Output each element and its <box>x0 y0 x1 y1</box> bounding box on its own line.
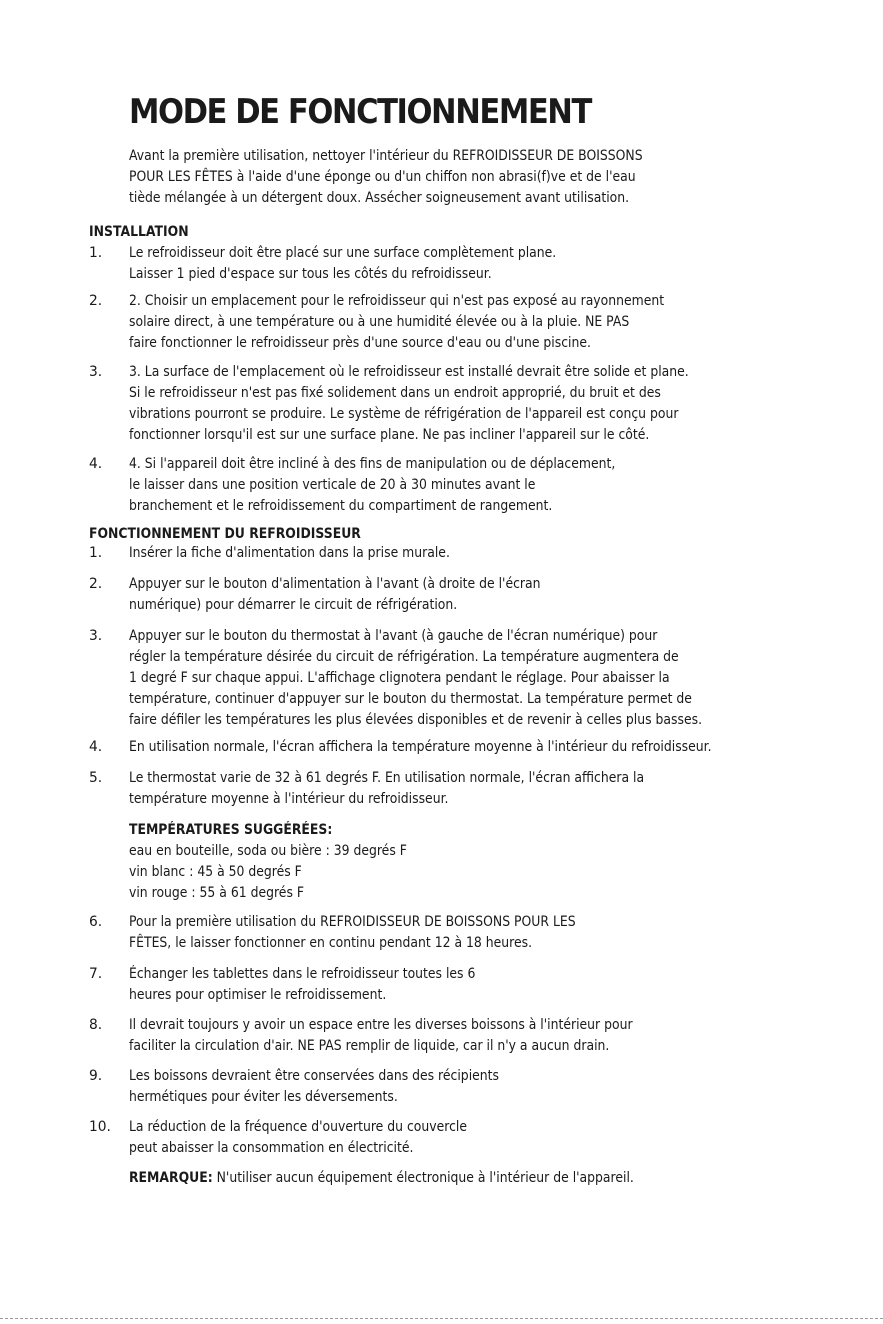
list-item <box>129 626 883 731</box>
item-number: 6. <box>89 914 103 930</box>
text-line: température moyenne à l'intérieur du refroidisseur. <box>129 791 449 807</box>
text-line: vibrations pourront se produire. Le système de réfrigération de l'appareil est conçu pour <box>129 406 679 422</box>
text-line: température, continuer d'appuyer sur le bouton du thermostat. La température permet de <box>129 691 692 707</box>
text-line: faire fonctionner le refroidisseur près d'une source d'eau ou d'une piscine. <box>129 335 591 351</box>
item-number: 4. <box>89 739 103 755</box>
text-line: FÊTES, le laisser fonctionner en continu pendant 12 à 18 heures. <box>129 935 533 951</box>
text-line: Si le refroidisseur n'est pas fixé solidement dans un endroit approprié, du bruit et des <box>129 385 661 401</box>
text-line: peut abaisser la consommation en électricité. <box>129 1140 414 1156</box>
text-line: régler la température désirée du circuit de réfrigération. La température augmentera de <box>129 649 679 665</box>
text-line: Il devrait toujours y avoir un espace entre les diverses boissons à l'intérieur pour <box>129 1017 633 1033</box>
list-item <box>129 574 883 616</box>
text-line: hermétiques pour éviter les déversements. <box>129 1089 398 1105</box>
text-line: branchement et le refroidissement du compartiment de rangement. <box>129 498 553 514</box>
text-line: faire défiler les températures les plus élevées disponibles et de revenir à celles plus basses. <box>129 712 703 728</box>
remark <box>129 1168 883 1189</box>
section-heading-installation: INSTALLATION <box>89 224 189 240</box>
item-number: 2. <box>89 576 103 592</box>
item-number: 5. <box>89 770 103 786</box>
text-line: numérique) pour démarrer le circuit de réfrigération. <box>129 597 458 613</box>
list-item <box>129 454 883 517</box>
text-line: Avant la première utilisation, nettoyer l'intérieur du REFROIDISSEUR DE BOISSONS <box>129 148 643 164</box>
remark-label: REMARQUE: <box>129 1170 213 1186</box>
text-line: Appuyer sur le bouton du thermostat à l'avant (à gauche de l'écran numérique) pour <box>129 628 658 644</box>
text-line: fonctionner lorsqu'il est sur une surface plane. Ne pas incliner l'appareil sur le côté. <box>129 427 650 443</box>
page-title: MODE DE FONCTIONNEMENT <box>129 92 591 132</box>
text-line: Le refroidisseur doit être placé sur une surface complètement plane. <box>129 245 557 261</box>
list-item <box>129 543 883 564</box>
item-number: 1. <box>89 245 103 261</box>
text-line: Appuyer sur le bouton d'alimentation à l'avant (à droite de l'écran <box>129 576 541 592</box>
list-item <box>129 768 883 810</box>
item-number: 9. <box>89 1068 103 1084</box>
item-number: 3. <box>89 628 103 644</box>
item-number: 8. <box>89 1017 103 1033</box>
list-item <box>129 362 883 446</box>
list-item <box>129 1066 883 1108</box>
text-line: POUR LES FÊTES à l'aide d'une éponge ou d'un chiffon non abrasi(f)ve et de l'eau <box>129 169 636 185</box>
text-line: eau en bouteille, soda ou bière : 39 degrés F <box>129 843 407 859</box>
item-number: 10. <box>89 1119 111 1135</box>
text-line: 2. Choisir un emplacement pour le refroidisseur qui n'est pas exposé au rayonnement <box>129 293 665 309</box>
item-number: 1. <box>89 545 103 561</box>
intro-paragraph <box>129 146 883 209</box>
item-number: 7. <box>89 966 103 982</box>
text-line: Le thermostat varie de 32 à 61 degrés F. En utilisation normale, l'écran affichera la <box>129 770 645 786</box>
text-line: tiède mélangée à un détergent doux. Assécher soigneusement avant utilisation. <box>129 190 630 206</box>
text-line: Pour la première utilisation du REFROIDISSEUR DE BOISSONS POUR LES <box>129 914 576 930</box>
text-line: En utilisation normale, l'écran affichera la température moyenne à l'intérieur du refroidisseur. <box>129 739 712 755</box>
list-item <box>129 964 883 1006</box>
remark-text: N'utiliser aucun équipement électronique à l'intérieur de l'appareil. <box>212 1170 634 1186</box>
text-line: Échanger les tablettes dans le refroidisseur toutes les 6 <box>129 966 476 982</box>
section-heading-operation: FONCTIONNEMENT DU REFROIDISSEUR <box>89 526 361 542</box>
text-line: solaire direct, à une température ou à une humidité élevée ou à la pluie. NE PAS <box>129 314 630 330</box>
text-line: heures pour optimiser le refroidissement. <box>129 987 387 1003</box>
item-number: 4. <box>89 456 103 472</box>
suggested-temperatures <box>129 820 883 904</box>
item-number: 2. <box>89 293 103 309</box>
text-line: 3. La surface de l'emplacement où le refroidisseur est installé devrait être solide et plane. <box>129 364 689 380</box>
text-line: le laisser dans une position verticale de 20 à 30 minutes avant le <box>129 477 536 493</box>
text-line: faciliter la circulation d'air. NE PAS remplir de liquide, car il n'y a aucun drain. <box>129 1038 610 1054</box>
text-line: Les boissons devraient être conservées dans des récipients <box>129 1068 499 1084</box>
text-line: Laisser 1 pied d'espace sur tous les côtés du refroidisseur. <box>129 266 492 282</box>
subheading-suggested: TEMPÉRATURES SUGGÉRÉES: <box>129 822 333 838</box>
item-number: 3. <box>89 364 103 380</box>
text-line: vin blanc : 45 à 50 degrés F <box>129 864 302 880</box>
list-item <box>129 1015 883 1057</box>
text-line: 4. Si l'appareil doit être incliné à des fins de manipulation ou de déplacement, <box>129 456 616 472</box>
list-item <box>129 1117 883 1159</box>
text-line: La réduction de la fréquence d'ouverture du couvercle <box>129 1119 468 1135</box>
text-line: vin rouge : 55 à 61 degrés F <box>129 885 305 901</box>
text-line: Insérer la fiche d'alimentation dans la prise murale. <box>129 545 450 561</box>
list-item <box>129 912 883 954</box>
remark-line <box>129 1168 813 1189</box>
list-item <box>129 291 883 354</box>
text-line: 1 degré F sur chaque appui. L'affichage clignotera pendant le réglage. Pour abaisser la <box>129 670 670 686</box>
list-item <box>129 737 883 758</box>
page-edge-rule <box>0 1318 883 1319</box>
list-item <box>129 243 883 285</box>
